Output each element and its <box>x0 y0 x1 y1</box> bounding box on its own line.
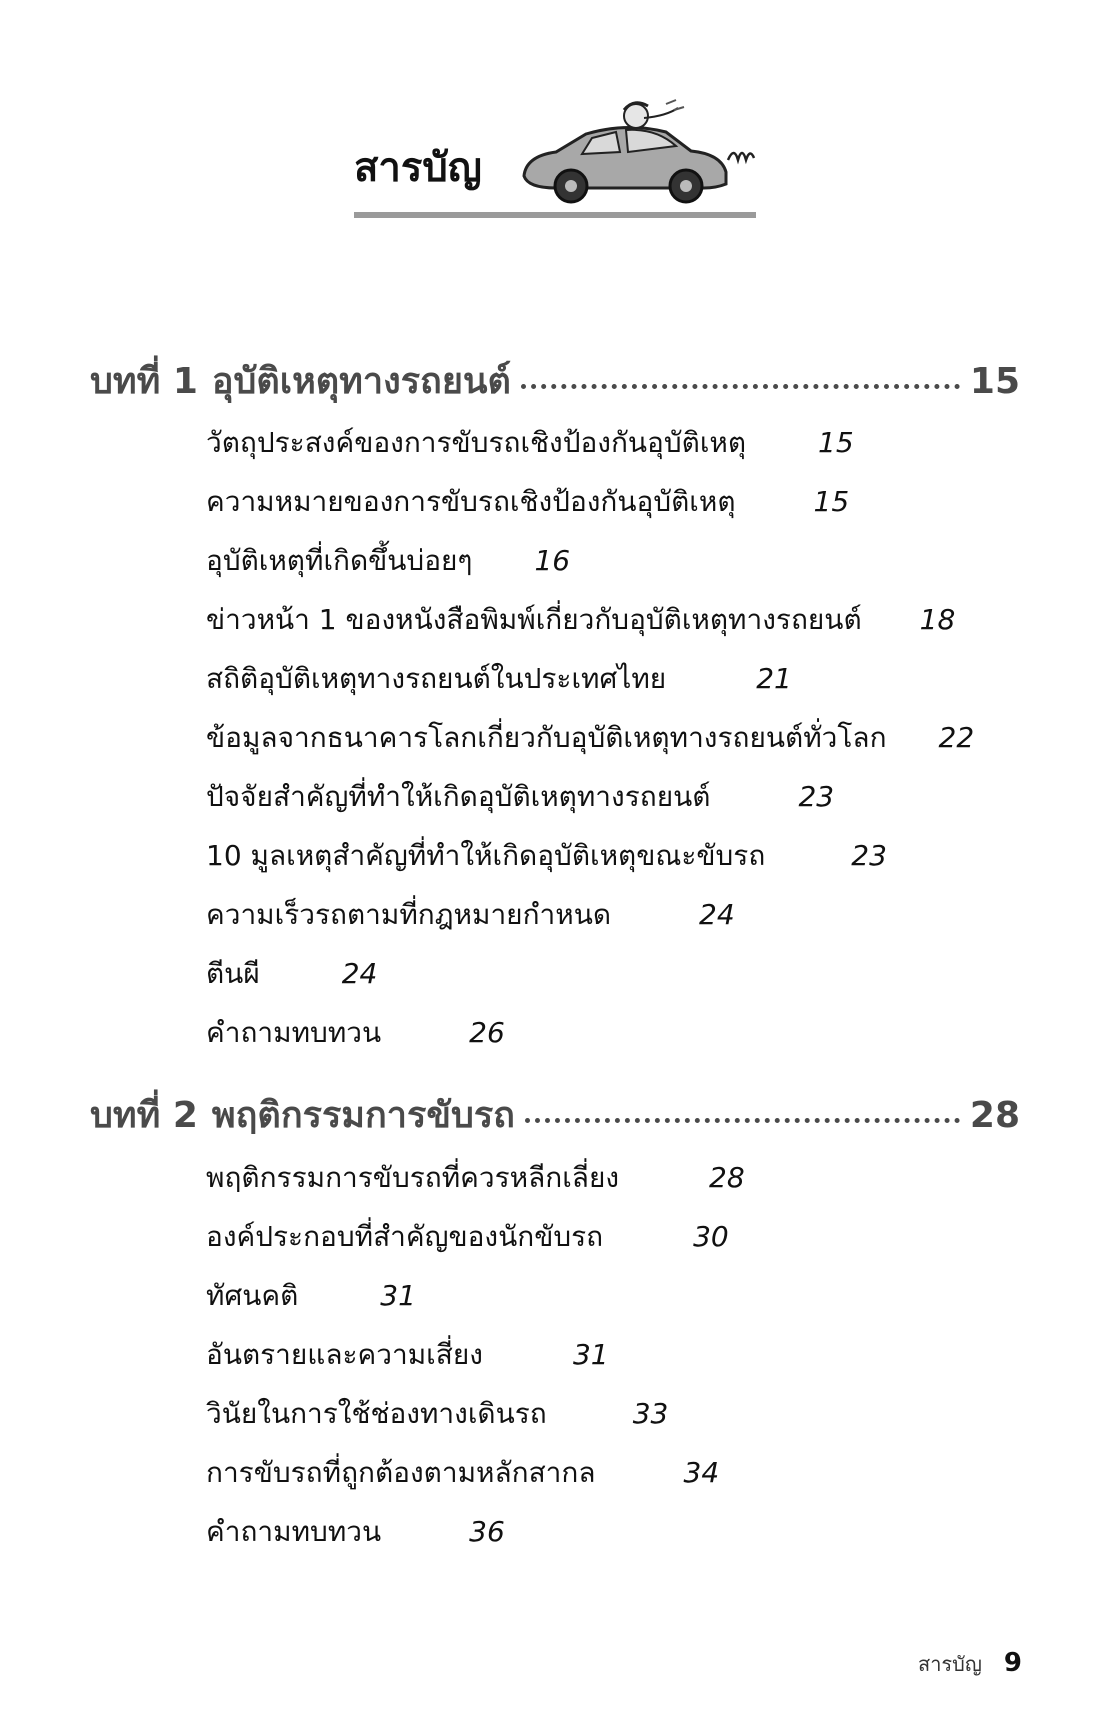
toc-entry-page: 23 <box>798 780 835 813</box>
chapter-title: อุบัติเหตุทางรถยนต์ <box>211 361 511 402</box>
chapter-number: บทที่ 1 <box>90 361 198 402</box>
toc-entry-page: 33 <box>632 1397 669 1430</box>
toc-entry[interactable] <box>206 1397 669 1430</box>
page-header <box>354 96 756 220</box>
chapter-page-number: 15 <box>969 361 1020 402</box>
toc-entry[interactable] <box>206 898 735 931</box>
title-underline <box>354 212 756 218</box>
toc-entry[interactable] <box>206 1220 729 1253</box>
toc-entry-page: 31 <box>380 1279 416 1312</box>
toc-entry-title: ปัจจัยสำคัญที่ทำให้เกิดอุบัติเหตุทางรถยนต์ <box>206 780 711 813</box>
toc-entry[interactable] <box>206 721 975 754</box>
toc-entry[interactable] <box>206 1515 505 1548</box>
dot-leader <box>521 384 960 389</box>
toc-entry-title: คำถามทบทวน <box>206 1515 382 1548</box>
toc-entry-page: 36 <box>469 1515 505 1548</box>
toc-entry-title: อุบัติเหตุที่เกิดขึ้นบ่อยๆ <box>206 544 473 577</box>
toc-entry-page: 34 <box>683 1456 720 1489</box>
toc-entry-title: 10 มูลเหตุสำคัญที่ทำให้เกิดอุบัติเหตุขณะขับรถ <box>206 839 766 872</box>
toc-entry[interactable] <box>206 1016 505 1049</box>
toc-entry-page: 22 <box>938 721 975 754</box>
toc-entry-title: ทัศนคติ <box>206 1279 299 1312</box>
car-driver-icon <box>516 96 756 208</box>
toc-entry[interactable] <box>206 1161 745 1194</box>
toc-entry-page: 21 <box>756 662 792 695</box>
toc-entry-page: 24 <box>699 898 735 931</box>
toc-entry-title: สถิติอุบัติเหตุทางรถยนต์ในประเทศไทย <box>206 662 667 695</box>
toc-entry-page: 28 <box>709 1161 745 1194</box>
page-title: สารบัญ <box>354 145 482 191</box>
toc-entry[interactable] <box>206 426 854 459</box>
toc-entry-title: การขับรถที่ถูกต้องตามหลักสากล <box>206 1456 596 1489</box>
toc-entry-page: 18 <box>919 603 956 636</box>
toc-entry-title: คำถามทบทวน <box>206 1016 382 1049</box>
toc-entry-title: พฤติกรรมการขับรถที่ควรหลีกเลี่ยง <box>206 1161 620 1194</box>
toc-entry-title: ข่าวหน้า 1 ของหนังสือพิมพ์เกี่ยวกับอุบัติเหตุทางรถยนต์ <box>206 603 862 636</box>
toc-entry[interactable] <box>206 839 887 872</box>
toc-entry[interactable] <box>206 780 835 813</box>
toc-entry-title: ตีนผี <box>206 957 260 990</box>
toc-entry[interactable] <box>206 1279 416 1312</box>
footer-page-number: 9 <box>1003 1648 1022 1678</box>
toc-entry-title: อันตรายและความเสี่ยง <box>206 1338 483 1371</box>
toc-entry-title: องค์ประกอบที่สำคัญของนักขับรถ <box>206 1220 604 1253</box>
toc-entry-title: ความหมายของการขับรถเชิงป้องกันอุบัติเหตุ <box>206 485 736 518</box>
toc-entry-page: 26 <box>469 1016 505 1049</box>
chapter-page-number: 28 <box>969 1095 1020 1136</box>
dot-leader <box>525 1118 960 1123</box>
page-footer <box>918 1648 1022 1680</box>
toc-entry-page: 16 <box>534 544 571 577</box>
toc-entry-page: 30 <box>693 1220 729 1253</box>
chapter-title: พฤติกรรมการขับรถ <box>211 1095 515 1136</box>
toc-entry-page: 24 <box>341 957 378 990</box>
toc-entry-page: 15 <box>813 485 850 518</box>
chapter-number: บทที่ 2 <box>90 1095 198 1136</box>
toc-entry[interactable] <box>206 1338 609 1371</box>
toc-entry-title: ความเร็วรถตามที่กฎหมายกำหนด <box>206 898 612 931</box>
toc-entry-page: 15 <box>818 426 854 459</box>
toc-entry[interactable] <box>206 485 850 518</box>
toc-entry[interactable] <box>206 1456 720 1489</box>
toc-entry[interactable] <box>206 957 378 990</box>
chapter-heading[interactable] <box>90 361 1020 402</box>
footer-section-label: สารบัญ <box>917 1652 982 1676</box>
toc-entry[interactable] <box>206 603 956 636</box>
toc-entry-title: วัตถุประสงค์ของการขับรถเชิงป้องกันอุบัติเหตุ <box>206 426 747 459</box>
toc-entry-page: 31 <box>572 1338 609 1371</box>
toc-entry-title: ข้อมูลจากธนาคารโลกเกี่ยวกับอุบัติเหตุทางรถยนต์ทั่วโลก <box>206 721 887 754</box>
toc-entry-page: 23 <box>851 839 887 872</box>
toc-entry[interactable] <box>206 544 571 577</box>
toc-entry-title: วินัยในการใช้ช่องทางเดินรถ <box>206 1397 547 1430</box>
toc-entry[interactable] <box>206 662 792 695</box>
chapter-heading[interactable] <box>90 1095 1020 1136</box>
